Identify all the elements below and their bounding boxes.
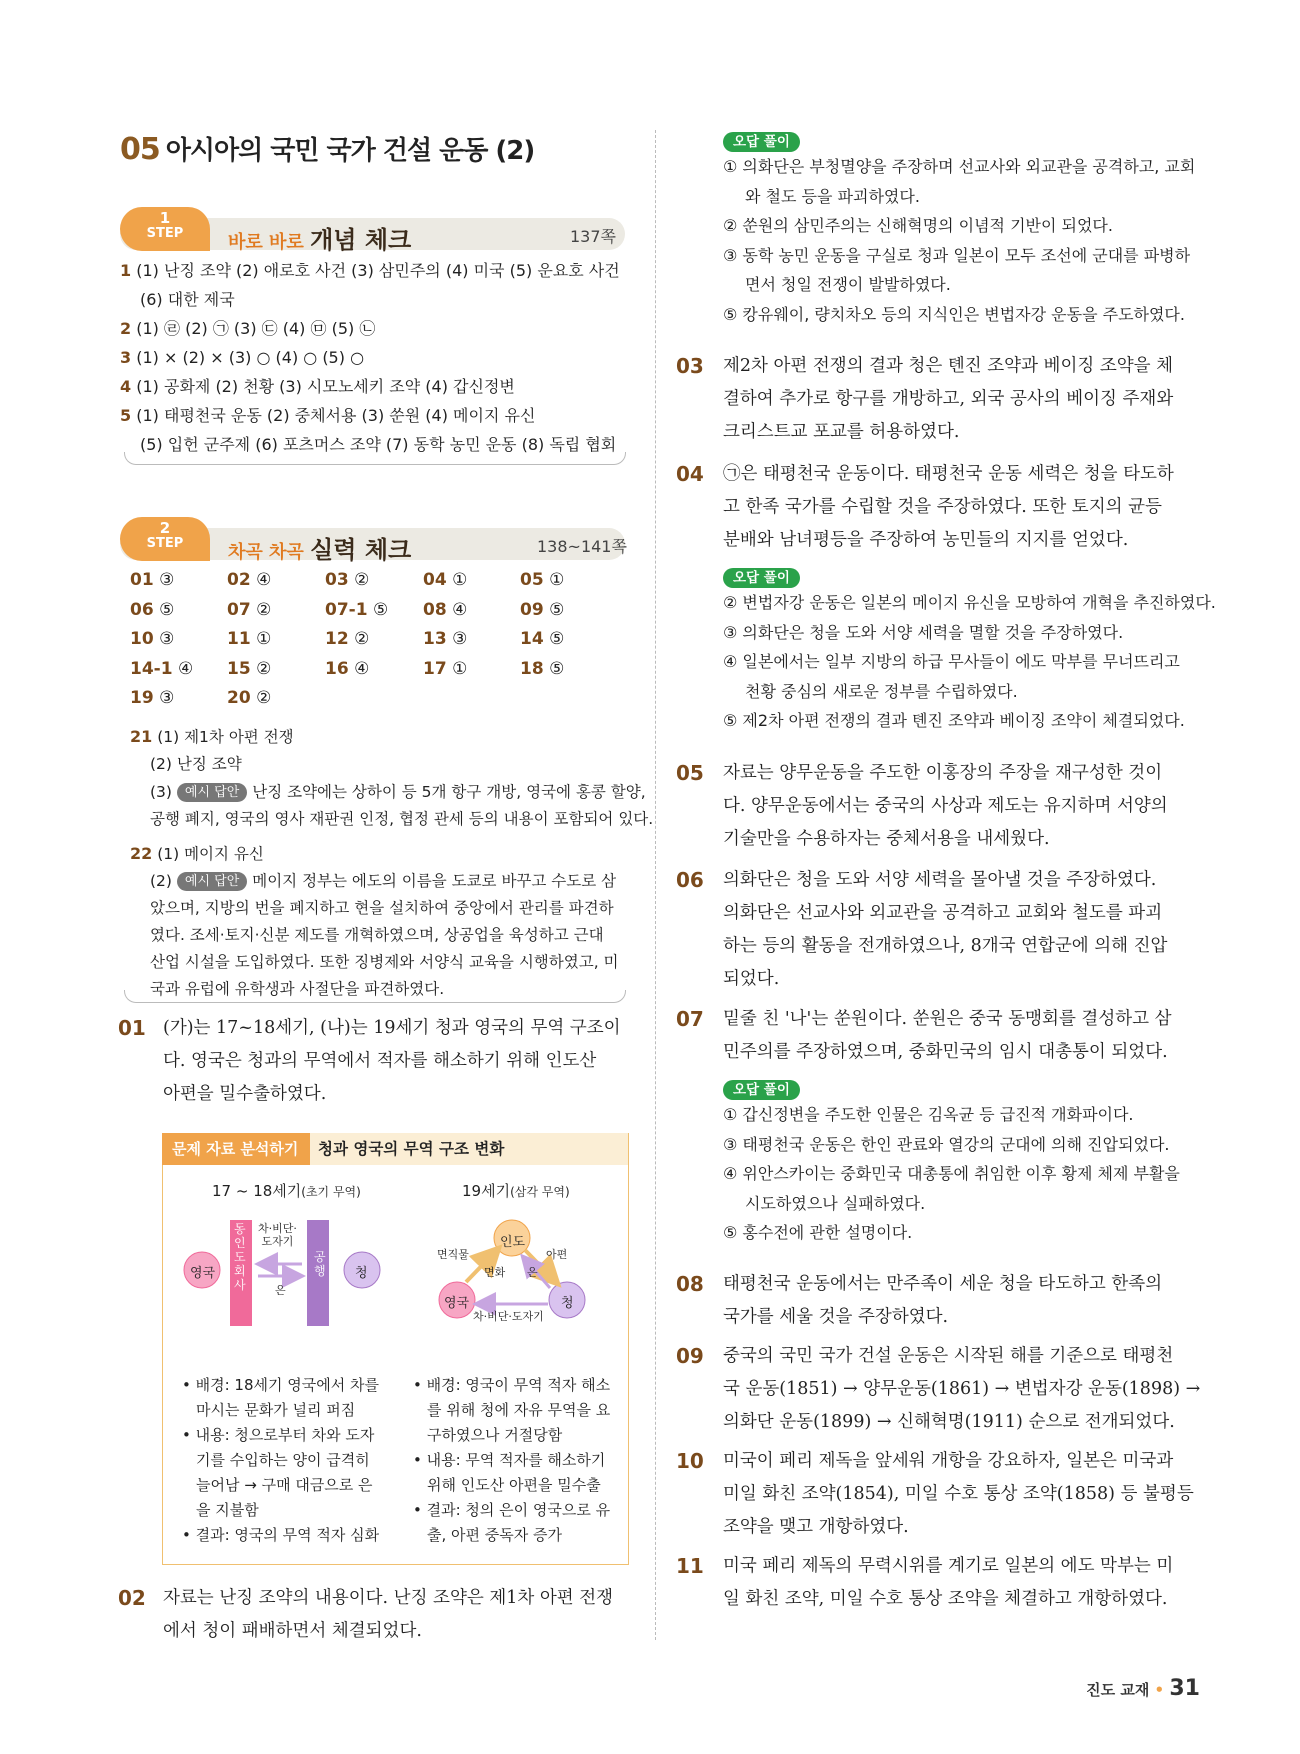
q22-line-d: 산업 시설을 도입하였다. 또한 징병제와 서양식 교육을 시행하였고, 미 <box>150 953 619 971</box>
answer-item <box>130 659 193 679</box>
answer-choice: ② <box>256 688 272 708</box>
analysis-tag: 문제 자료 분석하기 <box>162 1133 310 1165</box>
explanation-line: 분배와 남녀평등을 주장하여 농민들의 지지를 얻었다. <box>723 530 1129 550</box>
odap-label: 오답 풀이 <box>723 568 800 588</box>
q22-line-b: 았으며, 지방의 번을 폐지하고 현을 설치하여 중앙에서 관리를 파견하 <box>150 899 614 917</box>
step1-text-5: (1) 태평천국 운동 (2) 중체서용 (3) 쑨원 (4) 메이지 유신 <box>136 406 536 425</box>
explanation-line: 제2차 아편 전쟁의 결과 청은 톈진 조약과 베이징 조약을 체 <box>723 356 1174 376</box>
explanation-line: 미국이 페리 제독을 앞세워 개항을 강요하자, 일본은 미국과 <box>723 1451 1174 1471</box>
answer-choice: ③ <box>159 688 175 708</box>
answer-choice: ⑤ <box>549 658 565 679</box>
answer-choice: ③ <box>452 629 468 649</box>
question-number: 06 <box>676 868 704 892</box>
opium-label: 아편 <box>546 1248 568 1261</box>
odap-line: ③ 의화단은 청을 도와 서양 세력을 멸할 것을 주장하였다. <box>723 622 1124 642</box>
answer-item <box>520 600 564 620</box>
explanation-line: ㉠은 태평천국 운동이다. 태평천국 운동 세력은 청을 타도하 <box>723 464 1174 484</box>
answer-item <box>520 570 564 590</box>
odap-line: ⑤ 홍수전에 관한 설명이다. <box>723 1223 913 1242</box>
question-number: 08 <box>676 1272 704 1296</box>
step1-pages: 137쪽 <box>570 227 616 246</box>
explanation-line: 고 한족 국가를 수립할 것을 주장하였다. 또한 토지의 균등 <box>723 497 1162 517</box>
odap-line: ③ 동학 농민 운동을 구실로 청과 일본이 모두 조선에 군대를 파병하 <box>723 245 1191 265</box>
explanation-line: 태평천국 운동에서는 만주족이 세운 청을 타도하고 한족의 <box>723 1274 1163 1294</box>
step1-badge <box>120 207 210 251</box>
answer-number: 09 <box>520 599 544 620</box>
answer-item <box>423 629 467 649</box>
step1-num-1: 1 <box>120 261 132 280</box>
answer-item <box>520 659 564 679</box>
answer-number: 04 <box>423 570 447 590</box>
explanation-line: 의화단 운동(1899) → 신해혁명(1911) 순으로 전개되었다. <box>723 1412 1175 1432</box>
right-title-sub: (삼각 무역) <box>510 1185 570 1199</box>
answer-choice: ② <box>256 599 272 620</box>
answer-number: 14-1 <box>130 658 173 679</box>
answer-number: 16 <box>325 658 349 679</box>
question-explanation <box>723 1445 1194 1544</box>
answer-number: 17 <box>423 658 447 679</box>
explanation-line: 국가를 세울 것을 주장하였다. <box>723 1307 949 1327</box>
answer-choice: ⑤ <box>372 599 389 620</box>
answer-number: 07-1 <box>325 599 368 620</box>
q21-a3b: 공행 폐지, 영국의 영사 재판권 인정, 협정 관세 등의 내용이 포함되어 있다. <box>150 810 654 828</box>
q22-line-e: 국과 유럽에 유학생과 사절단을 파견하였다. <box>150 980 445 998</box>
step1-line-5b: (5) 입헌 군주제 (6) 포츠머스 조약 (7) 동학 농민 운동 (8) 독립 협회 <box>140 435 617 454</box>
question-number: 11 <box>676 1554 704 1578</box>
odap-line: ③ 태평천국 운동은 한인 관료와 열강의 군대에 의해 진압되었다. <box>723 1134 1170 1154</box>
step1-line-4 <box>120 372 515 401</box>
answer-choice: ① <box>549 570 565 590</box>
answer-number: 03 <box>325 570 349 590</box>
left-title: 17 ~ 18세기 <box>212 1182 302 1200</box>
step1-num-4: 4 <box>120 377 132 396</box>
answer-item <box>520 629 564 649</box>
q01-number: 01 <box>118 1016 146 1040</box>
question-explanation <box>723 864 1167 996</box>
odap-label: 오답 풀이 <box>723 1080 800 1100</box>
bullet-line: • 결과: 영국의 무역 적자 심화 <box>182 1526 380 1544</box>
explanation-line: 의화단은 청을 도와 서양 세력을 몰아낼 것을 주장하였다. <box>723 870 1157 890</box>
q21-a3 <box>150 779 646 806</box>
qing-label-right: 청 <box>561 1296 574 1311</box>
right-bullets <box>413 1373 610 1548</box>
q02-line-2: 에서 청이 패배하면서 체결되었다. <box>163 1621 422 1641</box>
step2-badge <box>120 517 210 561</box>
step1-line-5 <box>120 401 535 430</box>
odap-line: ④ 일본에서는 일부 지방의 하급 무사들이 에도 막부를 무너뜨리고 <box>723 652 1180 671</box>
question-number: 05 <box>676 761 704 785</box>
q01-line-1: (가)는 17~18세기, (나)는 19세기 청과 영국의 무역 구조이 <box>163 1018 621 1038</box>
q21-a1: (1) 제1차 아편 전쟁 <box>157 728 294 746</box>
explanation-line: 크리스트교 포교를 허용하였다. <box>723 422 960 442</box>
bullet-line: 을 지불함 <box>196 1501 259 1519</box>
explanation-line: 결하여 추가로 항구를 개방하고, 외국 공사의 베이징 주재와 <box>723 389 1174 409</box>
answer-item <box>227 659 271 679</box>
answer-item <box>227 688 271 708</box>
step1-number: 1 <box>159 209 171 227</box>
answer-number: 20 <box>227 688 251 708</box>
bullet-line: • 배경: 영국이 무역 적자 해소 <box>413 1376 611 1394</box>
explanation-line: 다. 양무운동에서는 중국의 사상과 제도는 유지하며 서양의 <box>723 796 1168 816</box>
odap-line: ① 의화단은 부청멸양을 주장하며 선교사와 외교관을 공격하고, 교회 <box>723 157 1196 176</box>
q21-number: 21 <box>130 727 153 746</box>
question-number: 09 <box>676 1344 704 1368</box>
q02-number: 02 <box>118 1586 146 1610</box>
q22-line-c: 였다. 조세·토지·신분 제도를 개혁하였으며, 상공업을 육성하고 근대 <box>150 926 604 944</box>
step1-line-3 <box>120 343 364 372</box>
answer-choice: ④ <box>354 658 370 679</box>
explanation-line: 미국 페리 제독의 무력시위를 계기로 일본의 에도 막부는 미 <box>723 1556 1174 1576</box>
bullet-line: 위해 인도산 아편을 밀수출 <box>427 1476 601 1494</box>
q21-a3-pre: (3) <box>150 783 172 801</box>
answer-item <box>227 600 271 620</box>
question-explanation <box>723 1268 1162 1334</box>
q22-a1: (1) 메이지 유신 <box>157 845 264 863</box>
answer-item <box>227 629 271 649</box>
explanation-line: 조약을 맺고 개항하였다. <box>723 1517 909 1537</box>
odap-line: ② 쑨원의 삼민주의는 신해혁명의 이념적 기반이 되었다. <box>723 216 1113 235</box>
question-number: 07 <box>676 1007 704 1031</box>
step1-num-2: 2 <box>120 319 132 338</box>
answer-number: 01 <box>130 570 154 590</box>
odap-line: 천황 중심의 새로운 정부를 수립하였다. <box>745 681 1018 701</box>
qing-label-left: 청 <box>355 1266 368 1281</box>
bullet-line: • 배경: 18세기 영국에서 차를 <box>182 1376 379 1394</box>
answer-item <box>130 570 174 590</box>
explanation-line: 중국의 국민 국가 건설 운동은 시작된 해를 기준으로 태평천 <box>723 1346 1174 1366</box>
bullet-line: • 내용: 무역 적자를 해소하기 <box>413 1451 606 1469</box>
explanation-line: 자료는 양무운동을 주도한 이홍장의 주장을 재구성한 것이 <box>723 763 1163 783</box>
cotton2-label: 면화 <box>484 1266 506 1279</box>
answer-number: 07 <box>227 599 251 620</box>
answer-number: 14 <box>520 629 544 649</box>
question-explanation <box>723 1003 1172 1069</box>
step2-label: STEP <box>146 536 184 551</box>
page-number: 31 <box>1169 1676 1200 1701</box>
left-title-sub: (초기 무역) <box>301 1185 361 1199</box>
answer-item <box>130 688 174 708</box>
step2-number: 2 <box>159 519 171 537</box>
step2-title-main: 실력 체크 <box>310 536 412 564</box>
section-number: 05 <box>120 132 160 167</box>
q21-line-1 <box>130 723 294 751</box>
answer-number: 05 <box>520 570 544 590</box>
goods-label-right: 차·비단·도자기 <box>473 1310 544 1323</box>
uk-label-right: 영국 <box>444 1296 470 1311</box>
answer-choice: ① <box>452 570 468 590</box>
question-explanation <box>723 350 1173 449</box>
cohong-label: 공행 <box>314 1250 326 1278</box>
explanation-line: 되었다. <box>723 969 780 989</box>
right-diagram-title <box>462 1180 570 1201</box>
answer-number: 19 <box>130 688 154 708</box>
answer-number: 06 <box>130 599 154 620</box>
step1-title <box>228 220 411 255</box>
step1-line-1b: (6) 대한 제국 <box>140 290 235 309</box>
bullet-line: 를 위해 청에 자유 무역을 요 <box>427 1401 611 1419</box>
bullet-line: 구하였으나 거절당함 <box>427 1426 563 1444</box>
column-divider <box>655 130 656 1640</box>
bullet-line: 출, 아편 중독자 증가 <box>427 1526 562 1544</box>
step2-title-prefix: 차곡 차곡 <box>228 542 311 563</box>
odap-line: 시도하였으나 실패하였다. <box>745 1193 926 1213</box>
step1-text-3: (1) × (2) × (3) ○ (4) ○ (5) ○ <box>136 348 365 367</box>
answer-item <box>423 570 467 590</box>
silver-label-right: 은 <box>527 1266 538 1279</box>
answer-choice: ⑤ <box>549 629 565 649</box>
q22-number: 22 <box>130 844 153 863</box>
answer-choice: ③ <box>159 629 175 649</box>
eic-label: 동인도회사 <box>234 1222 246 1292</box>
answer-item <box>227 570 271 590</box>
q21-badge: 예시 답안 <box>177 783 247 802</box>
step2-pages: 138~141쪽 <box>537 537 627 556</box>
bullet-line: • 내용: 청으로부터 차와 도자 <box>182 1426 375 1444</box>
answer-choice: ① <box>452 658 468 679</box>
step1-num-3: 3 <box>120 348 132 367</box>
step1-label: STEP <box>146 226 184 241</box>
explanation-line: 일 화친 조약, 미일 수호 통상 조약을 체결하고 개항하였다. <box>723 1589 1168 1609</box>
odap-label: 오답 풀이 <box>723 132 800 152</box>
answer-number: 10 <box>130 629 154 649</box>
answer-item <box>423 600 467 620</box>
india-label: 인도 <box>500 1235 526 1250</box>
silver-label-left: 은 <box>275 1284 286 1297</box>
step1-text-2: (1) ㉣ (2) ㉠ (3) ㉢ (4) ㉤ (5) ㉡ <box>136 319 376 338</box>
answer-number: 13 <box>423 629 447 649</box>
answer-item <box>325 570 369 590</box>
question-number: 10 <box>676 1449 704 1473</box>
answer-number: 15 <box>227 658 251 679</box>
left-bullets <box>182 1373 379 1548</box>
answer-item <box>325 659 369 679</box>
step2-title <box>228 530 411 565</box>
left-diagram-title <box>212 1180 361 1201</box>
question-explanation <box>723 757 1168 856</box>
section-title <box>120 130 534 167</box>
odap-line: ④ 위안스카이는 중화민국 대총통에 취임한 이후 황제 체제 부활을 <box>723 1164 1180 1183</box>
odap-line: ⑤ 제2차 아편 전쟁의 결과 톈진 조약과 베이징 조약이 체결되었다. <box>723 711 1185 730</box>
right-title: 19세기 <box>462 1182 511 1200</box>
answer-choice: ② <box>354 629 370 649</box>
answer-choice: ③ <box>159 570 175 590</box>
q01-line-2: 다. 영국은 청과의 무역에서 적자를 해소하기 위해 인도산 <box>163 1051 597 1071</box>
q22-a2 <box>150 868 616 895</box>
step2-bracket <box>124 990 626 1003</box>
goods-label-left: 차·비단· 도자기 <box>258 1222 297 1248</box>
answer-choice: ⑤ <box>159 599 175 620</box>
explanation-line: 민주의를 주장하였으며, 중화민국의 임시 대총통이 되었다. <box>723 1042 1168 1062</box>
step1-text-1: (1) 난징 조약 (2) 애로호 사건 (3) 삼민주의 (4) 미국 (5) 운요호 사건 <box>136 261 620 280</box>
q01-line-3: 아편을 밀수출하였다. <box>163 1084 327 1104</box>
uk-label-left: 영국 <box>190 1266 216 1281</box>
answer-item <box>325 629 369 649</box>
section-title-text: 아시아의 국민 국가 건설 운동 (2) <box>165 136 535 166</box>
q01-text <box>163 1012 621 1111</box>
bullet-line: 기를 수입하는 양이 급격히 <box>196 1451 370 1469</box>
answer-choice: ④ <box>177 658 194 679</box>
answer-choice: ④ <box>256 570 272 590</box>
odap-line: ② 변법자강 운동은 일본의 메이지 유신을 모방하여 개혁을 추진하였다. <box>723 593 1216 612</box>
answer-item <box>130 629 174 649</box>
bullet-line: 마시는 문화가 널리 퍼짐 <box>196 1401 356 1419</box>
odap-line: 와 철도 등을 파괴하였다. <box>745 186 920 206</box>
cotton-label: 면직물 <box>437 1248 469 1261</box>
question-explanation <box>723 1340 1200 1439</box>
explanation-line: 기술만을 수용하자는 중체서용을 내세웠다. <box>723 829 1050 849</box>
q02-line-1: 자료는 난징 조약의 내용이다. 난징 조약은 제1차 아편 전쟁 <box>163 1588 614 1608</box>
odap-line: 면서 청일 전쟁이 발발하였다. <box>745 275 951 294</box>
q22-badge: 예시 답안 <box>177 872 247 891</box>
answer-number: 11 <box>227 629 251 649</box>
step1-text-4: (1) 공화제 (2) 천황 (3) 시모노세키 조약 (4) 갑신정변 <box>136 377 515 396</box>
answer-choice: ② <box>256 658 272 679</box>
question-number: 03 <box>676 354 704 378</box>
odap-line: ⑤ 캉유웨이, 량치차오 등의 지식인은 변법자강 운동을 주도하였다. <box>723 304 1185 324</box>
answer-number: 08 <box>423 599 447 620</box>
answer-number: 12 <box>325 629 349 649</box>
page-footer: 진도 교재 • 31 <box>1086 1676 1200 1701</box>
answer-choice: ④ <box>452 599 468 620</box>
bullet-line: • 결과: 청의 은이 영국으로 유 <box>413 1501 611 1519</box>
answer-number: 02 <box>227 570 251 590</box>
q21-a3-text: 난징 조약에는 상하이 등 5개 항구 개방, 영국에 홍콩 할양, <box>252 783 646 801</box>
q21-a2: (2) 난징 조약 <box>150 755 242 773</box>
explanation-line: 미일 화친 조약(1854), 미일 수호 통상 조약(1858) 등 불평등 <box>723 1484 1194 1504</box>
question-explanation <box>723 1550 1173 1616</box>
analysis-subtitle: 청과 영국의 무역 구조 변화 <box>318 1140 505 1158</box>
bullet-line: 늘어남 → 구매 대금으로 은 <box>196 1476 373 1494</box>
q22-line-a: 메이지 정부는 에도의 이름을 도쿄로 바꾸고 수도로 삼 <box>252 872 617 890</box>
answer-number: 18 <box>520 658 544 679</box>
step1-title-prefix: 바로 바로 <box>228 232 311 253</box>
q22-a2-pre: (2) <box>150 872 172 890</box>
explanation-line: 의화단은 선교사와 외교관을 공격하고 교회와 철도를 파괴 <box>723 903 1163 923</box>
footer-label: 진도 교재 <box>1086 1681 1150 1699</box>
q02-text <box>163 1582 613 1648</box>
question-number: 04 <box>676 462 704 486</box>
answer-item <box>423 659 467 679</box>
answer-item <box>130 600 174 620</box>
explanation-line: 하는 등의 활동을 전개하였으나, 8개국 연합군에 의해 진압 <box>723 936 1168 956</box>
question-explanation <box>723 458 1174 557</box>
answer-choice: ② <box>354 570 370 590</box>
step1-bracket <box>124 452 626 465</box>
explanation-line: 밑줄 친 '나'는 쑨원이다. 쑨원은 중국 동맹회를 결성하고 삼 <box>723 1009 1172 1029</box>
step1-line-1 <box>120 256 620 285</box>
odap-line: ① 갑신정변을 주도한 인물은 김옥균 등 급진적 개화파이다. <box>723 1105 1134 1124</box>
explanation-line: 국 운동(1851) → 양무운동(1861) → 변법자강 운동(1898) → <box>723 1379 1201 1399</box>
step1-num-5: 5 <box>120 406 132 425</box>
step1-title-main: 개념 체크 <box>310 226 412 254</box>
step1-line-2 <box>120 314 375 343</box>
q22-line-1 <box>130 840 264 868</box>
answer-item <box>325 600 388 620</box>
answer-choice: ⑤ <box>549 599 565 620</box>
answer-choice: ① <box>256 629 272 649</box>
